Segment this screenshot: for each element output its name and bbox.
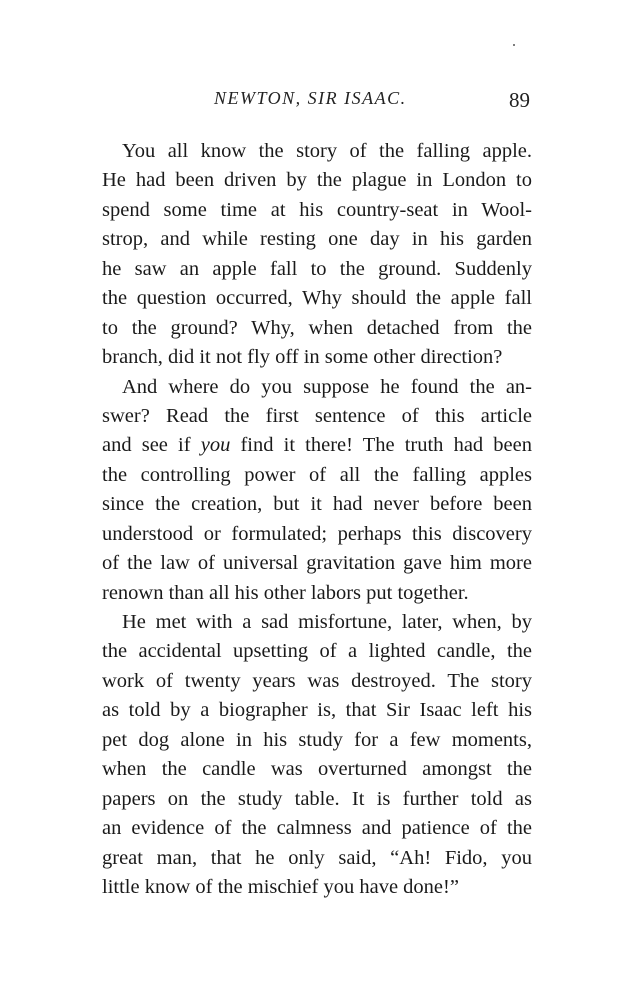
text-line: pet dog alone in his study for a few moments, (102, 728, 532, 751)
text-line: he saw an apple fall to the ground. Suddenly (102, 257, 532, 280)
text-line: the question occurred, Why should the apple fall (102, 287, 532, 310)
text-line: He met with a sad misfortune, later, when, by (122, 611, 532, 633)
text-line: He had been driven by the plague in London to (102, 169, 532, 192)
text-line: when the candle was overturned amongst the (102, 758, 532, 781)
text-line: branch, did it not fly off in some other direction? (102, 346, 503, 369)
text-run: find it there! The truth had been (230, 434, 533, 457)
text-line: little know of the mischief you have done!” (102, 875, 459, 898)
text-line: spend some time at his country-seat in Wool- (102, 198, 532, 221)
text-line: understood or formulated; perhaps this discovery (102, 522, 532, 545)
text-line: You all know the story of the falling apple. (122, 140, 532, 162)
text-line: since the creation, but it had never before been (102, 493, 532, 516)
running-head: NEWTON, SIR ISAAC. (214, 88, 407, 108)
text-line: of the law of universal gravitation gave him more (102, 552, 532, 575)
paragraph (102, 137, 532, 373)
text-line: work of twenty years was destroyed. The story (102, 669, 532, 692)
text-line (102, 431, 532, 460)
text-line: great man, that he only said, “Ah! Fido, you (102, 846, 532, 869)
paragraph (102, 608, 532, 902)
text-line: And where do you suppose he found the an- (122, 375, 532, 398)
text-line: swer? Read the first sentence of this article (102, 404, 532, 427)
page-number: 89 (509, 88, 530, 112)
text-line: papers on the study table. It is further told as (102, 787, 532, 810)
paragraph (102, 373, 532, 609)
text-line: as told by a biographer is, that Sir Isaac left his (102, 699, 532, 722)
text-line: to the ground? Why, when detached from the (102, 316, 532, 339)
text-line: the controlling power of all the falling apples (102, 463, 532, 486)
text-run: and see if (102, 434, 201, 457)
text-line: renown than all his other labors put together. (102, 581, 469, 604)
text-line: strop, and while resting one day in his garden (102, 228, 532, 251)
emphasized-word: you (200, 434, 231, 457)
text-line: the accidental upsetting of a lighted candle, the (102, 640, 532, 663)
body-text (102, 137, 532, 902)
text-line: an evidence of the calmness and patience of the (102, 817, 532, 840)
ink-speck (513, 44, 515, 46)
